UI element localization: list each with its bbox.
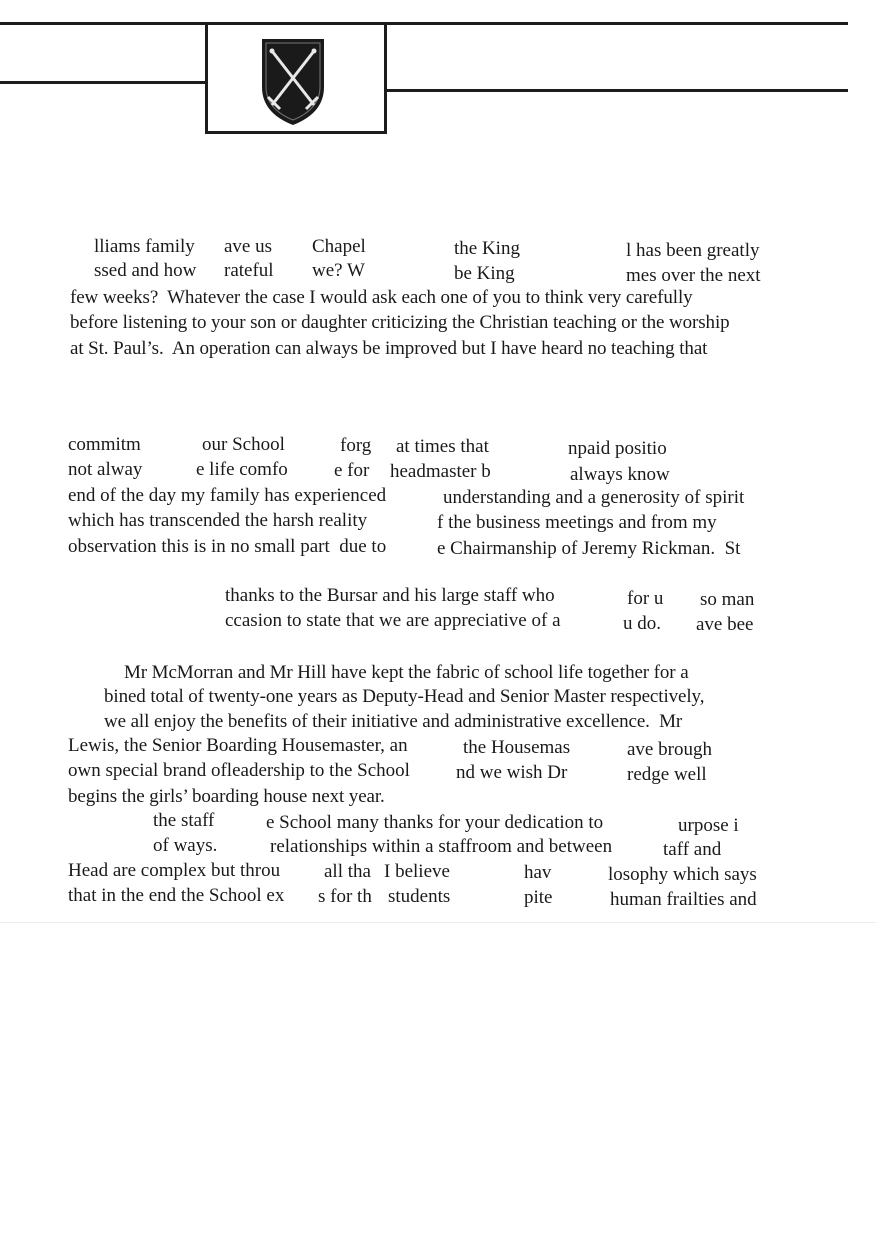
text-line: few weeks? Whatever the case I would ask each one of you to think very carefully bbox=[70, 287, 693, 308]
text-fragment: npaid positio bbox=[568, 438, 667, 459]
text-fragment: all tha bbox=[324, 861, 371, 882]
text-fragment: for u bbox=[627, 588, 664, 609]
text-fragment: observation this is in no small part due to bbox=[68, 536, 387, 557]
header-right-rule bbox=[386, 89, 848, 92]
text-fragment: I believe bbox=[384, 861, 450, 882]
text-fragment: e for bbox=[334, 460, 370, 481]
text-line: begins the girls’ boarding house next year. bbox=[68, 786, 385, 807]
text-fragment: that in the end the School ex bbox=[68, 885, 285, 906]
text-fragment: the King bbox=[454, 238, 520, 259]
text-fragment: own special brand ofleadership to the School bbox=[68, 760, 410, 781]
text-fragment: nd we wish Dr bbox=[456, 762, 568, 783]
text-fragment: taff and bbox=[663, 839, 722, 860]
text-fragment: hav bbox=[524, 862, 552, 883]
text-fragment: our School bbox=[202, 434, 285, 455]
text-fragment: Lewis, the Senior Boarding Housemaster, an bbox=[68, 735, 408, 756]
text-line: before listening to your son or daughter criticizing the Christian teaching or the worship bbox=[70, 312, 730, 333]
text-fragment: be King bbox=[454, 263, 515, 284]
text-fragment: ssed and how bbox=[94, 260, 197, 281]
text-fragment: mes over the next bbox=[626, 265, 761, 286]
text-fragment: always know bbox=[570, 464, 670, 485]
text-line: we all enjoy the benefits of their initiative and administrative excellence. Mr bbox=[104, 711, 683, 732]
text-fragment: so man bbox=[700, 589, 755, 610]
text-fragment: l has been greatly bbox=[626, 240, 760, 261]
text-fragment: e life comfo bbox=[196, 459, 288, 480]
text-fragment: of ways. bbox=[153, 835, 218, 856]
header-top-rule bbox=[0, 22, 848, 25]
text-fragment: forg bbox=[340, 435, 372, 456]
text-fragment: relationships within a staffroom and between bbox=[270, 836, 613, 857]
text-fragment: which has transcended the harsh reality bbox=[68, 510, 368, 531]
text-fragment: students bbox=[388, 886, 451, 907]
text-fragment: ave brough bbox=[627, 739, 712, 760]
text-fragment: commitm bbox=[68, 434, 141, 455]
crest-box bbox=[205, 22, 387, 134]
text-fragment: the staff bbox=[153, 810, 215, 831]
header-left-rule bbox=[0, 81, 206, 84]
text-fragment: losophy which says bbox=[608, 864, 757, 885]
text-fragment: e Chairmanship of Jeremy Rickman. St bbox=[437, 538, 741, 559]
text-fragment: ccasion to state that we are appreciative of a bbox=[225, 610, 561, 631]
text-fragment: Chapel bbox=[312, 236, 366, 257]
text-fragment: u do. bbox=[623, 613, 661, 634]
text-fragment: rateful bbox=[224, 260, 274, 281]
text-line: bined total of twenty-one years as Deputy-Head and Senior Master respectively, bbox=[104, 686, 705, 707]
text-line: Mr McMorran and Mr Hill have kept the fabric of school life together for a bbox=[124, 662, 689, 683]
text-fragment: we? W bbox=[312, 260, 365, 281]
text-fragment: end of the day my family has experienced bbox=[68, 485, 387, 506]
text-fragment: the Housemas bbox=[463, 737, 571, 758]
text-fragment: s for th bbox=[318, 886, 372, 907]
text-fragment: not alway bbox=[68, 459, 143, 480]
crossed-swords-shield-icon bbox=[258, 35, 328, 127]
text-fragment: f the business meetings and from my bbox=[437, 512, 717, 533]
text-fragment: urpose i bbox=[678, 815, 739, 836]
text-fragment: ave us bbox=[224, 236, 273, 257]
text-fragment: e School many thanks for your dedication to bbox=[266, 812, 604, 833]
text-fragment: headmaster b bbox=[390, 461, 491, 482]
text-line: at St. Paul’s. An operation can always be improved but I have heard no teaching that bbox=[70, 338, 708, 359]
text-fragment: ave bee bbox=[696, 614, 754, 635]
text-fragment: lliams family bbox=[94, 236, 195, 257]
text-fragment: human frailties and bbox=[610, 889, 757, 910]
text-fragment: Head are complex but throu bbox=[68, 860, 281, 881]
text-fragment: pite bbox=[524, 887, 553, 908]
text-fragment: thanks to the Bursar and his large staff who bbox=[225, 585, 555, 606]
page-fold-line bbox=[0, 922, 876, 923]
text-fragment: at times that bbox=[396, 436, 489, 457]
text-fragment: understanding and a generosity of spirit bbox=[443, 487, 745, 508]
text-fragment: redge well bbox=[627, 764, 707, 785]
